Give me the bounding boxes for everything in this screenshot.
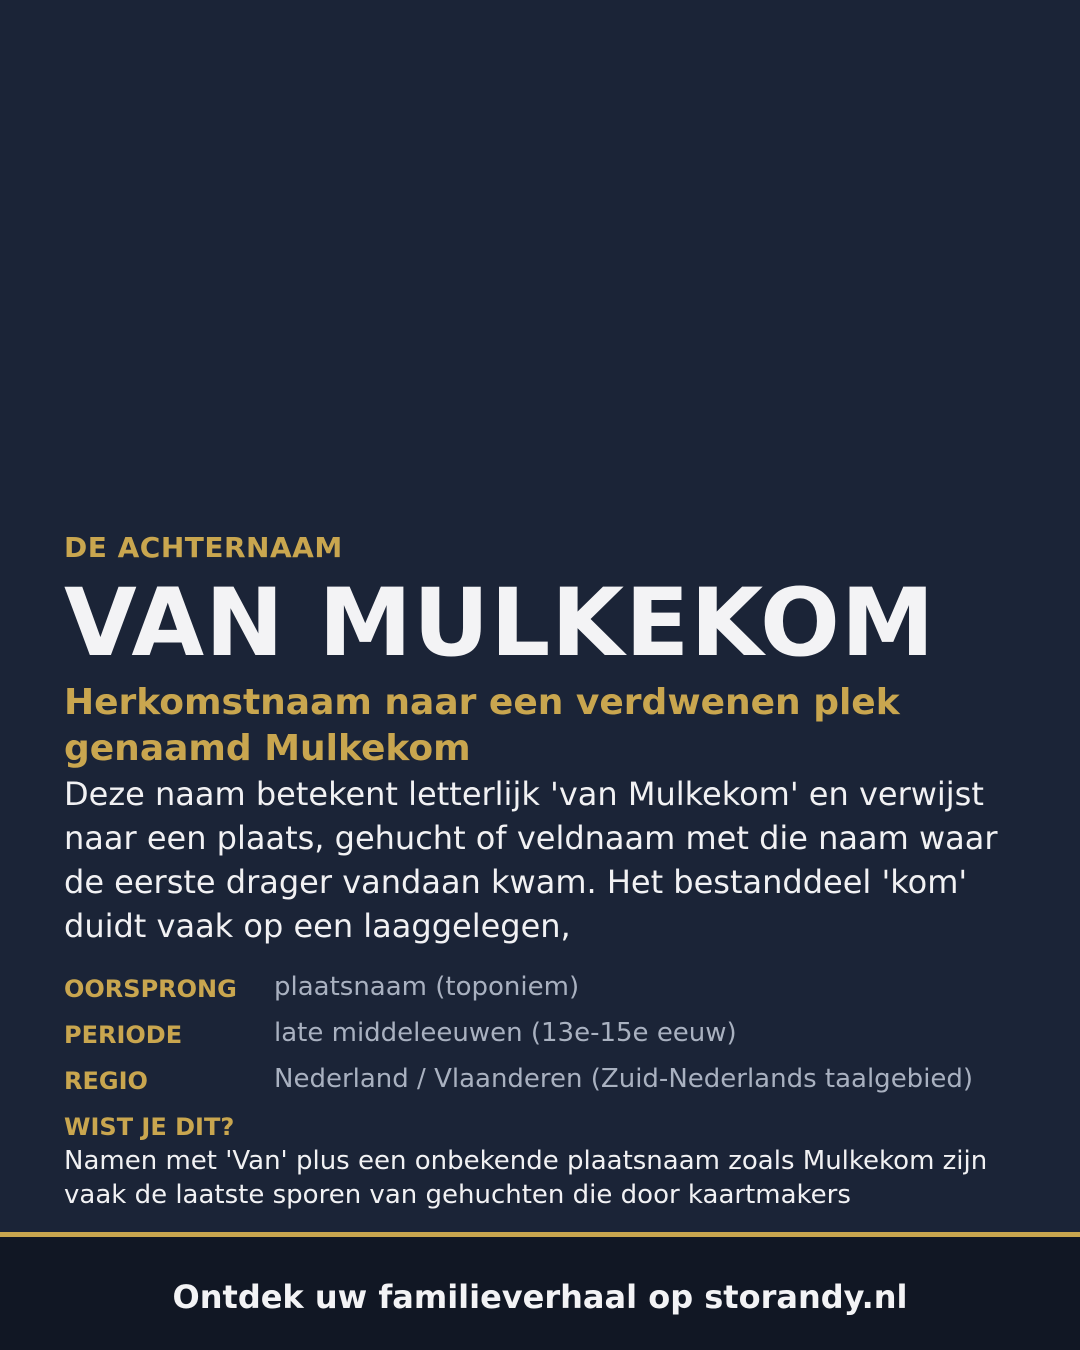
surname-description: Deze naam betekent letterlijk 'van Mulkekom' en verwijst naar een plaats, gehucht of veldnaam met die naam waar de eerste drager vandaan kwam. Het bestanddeel 'kom' duidt vaak op een laaggelegen,: [64, 775, 998, 945]
fact-row-region: [64, 1064, 1024, 1096]
surname-subtitle: Herkomstnaam naar een verdwenen plek genaamd Mulkekom: [64, 682, 900, 769]
fact-value: plaatsnaam (toponiem): [274, 972, 580, 1002]
fact-label: PERIODE: [64, 1021, 183, 1049]
fact-label: REGIO: [64, 1067, 148, 1095]
surname-title: VAN MULKEKOM: [64, 569, 936, 678]
eyebrow-label: DE ACHTERNAAM: [64, 531, 343, 564]
facts-list: [64, 972, 1024, 1096]
did-you-know-text: Namen met 'Van' plus een onbekende plaatsnaam zoals Mulkekom zijn vaak de laatste sporen van gehuchten die door kaartmakers: [64, 1146, 988, 1210]
footer-cta[interactable]: Ontdek uw familieverhaal op storandy.nl: [172, 1277, 908, 1316]
fact-label: OORSPRONG: [64, 975, 237, 1003]
fact-value: Nederland / Vlaanderen (Zuid-Nederlands taalgebied): [274, 1064, 974, 1094]
fact-value: late middeleeuwen (13e-15e eeuw): [274, 1018, 737, 1048]
fact-row-origin: [64, 972, 1024, 1004]
surname-card: [64, 530, 1024, 1212]
footer-bar: [0, 1232, 1080, 1350]
did-you-know-title: WIST JE DIT?: [64, 1113, 235, 1141]
fact-row-period: [64, 1018, 1024, 1050]
